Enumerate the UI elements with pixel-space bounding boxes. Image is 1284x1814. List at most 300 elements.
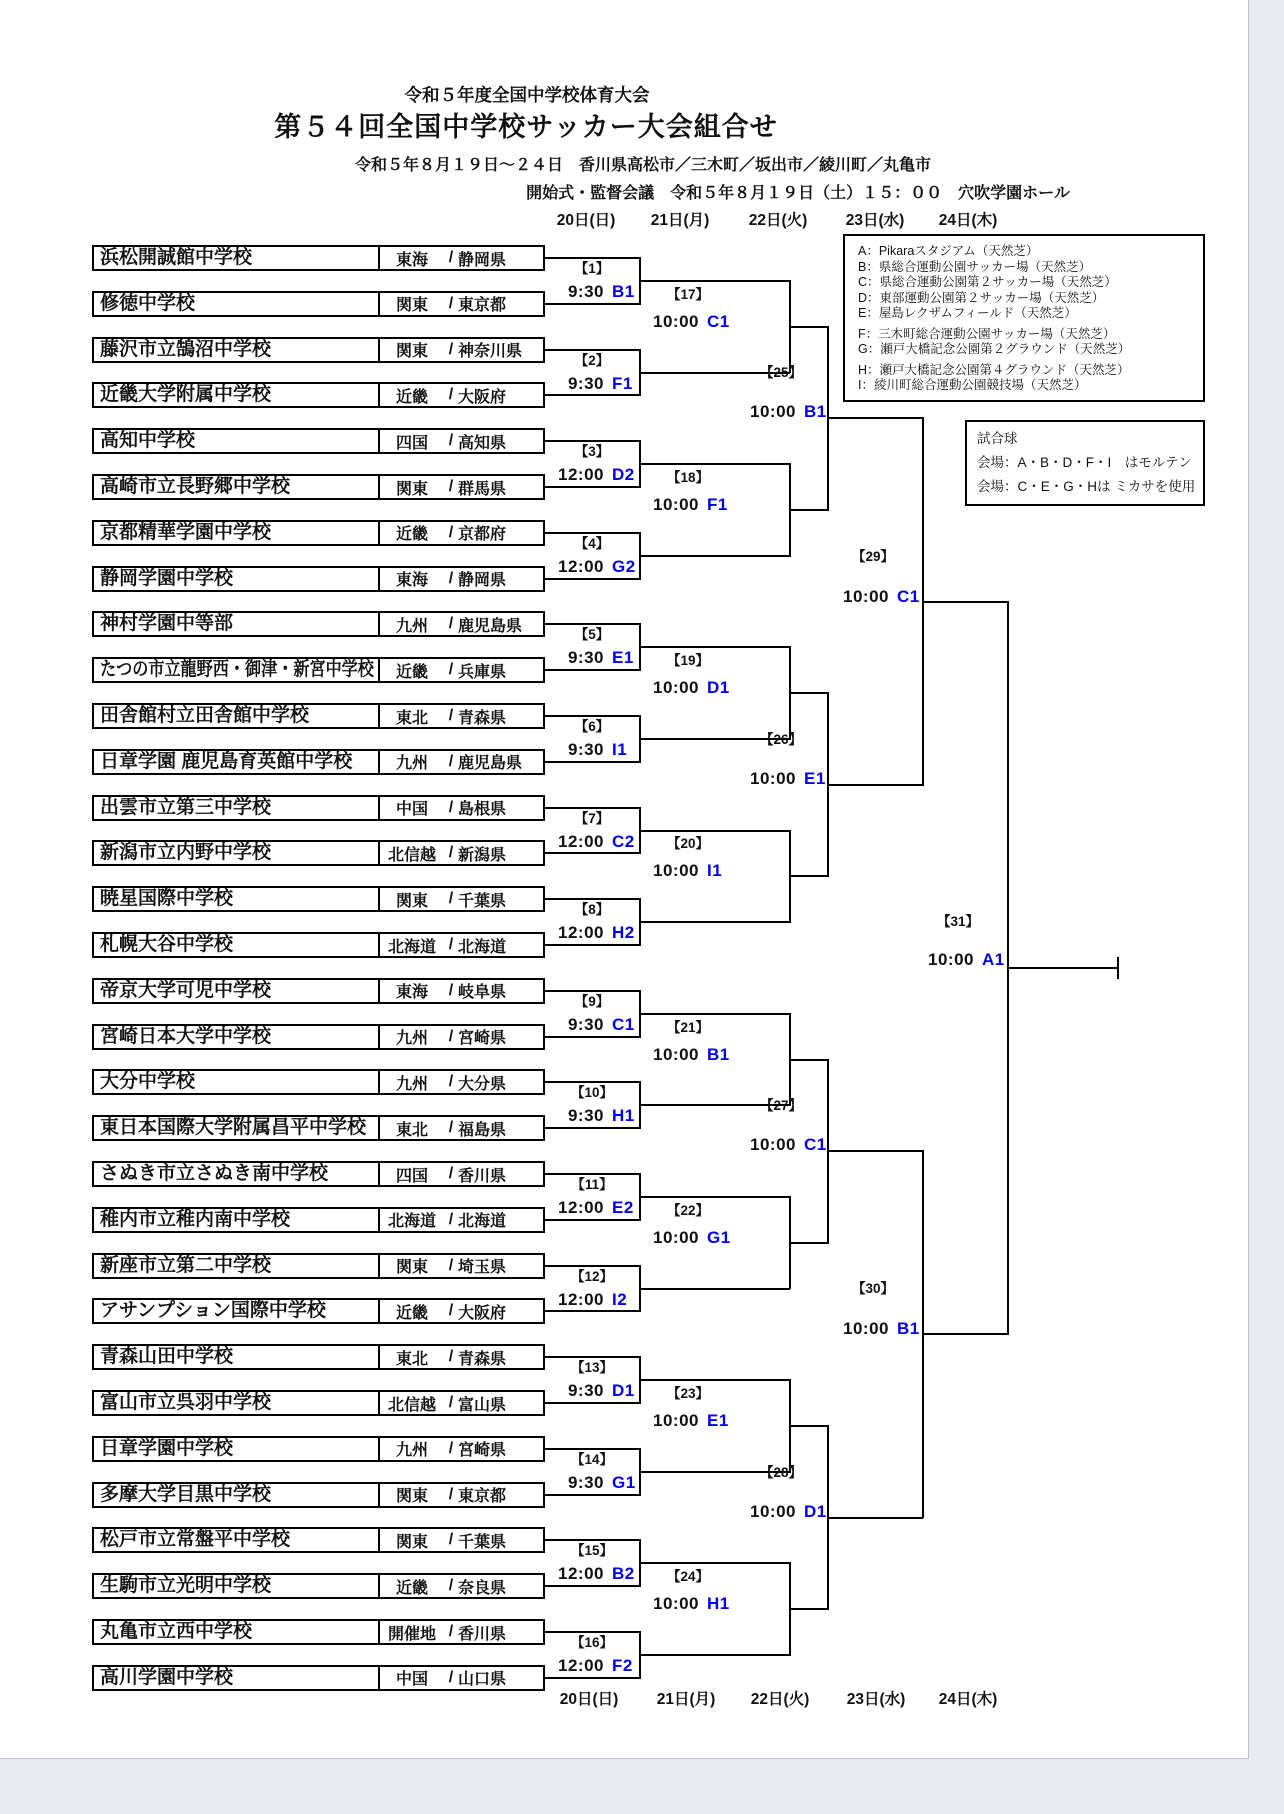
bracket-hline xyxy=(545,1585,640,1587)
bracket-hline xyxy=(790,1242,828,1244)
bracket-hline xyxy=(545,532,640,534)
bracket-hline xyxy=(545,394,640,396)
bracket-hline xyxy=(790,1059,828,1061)
team-name: 高知中学校 xyxy=(94,430,380,452)
date-column-top-4: 23日(水) xyxy=(845,212,905,229)
region-slash: / xyxy=(448,1165,454,1182)
bracket-hline xyxy=(640,830,790,832)
match-label: 【31】 xyxy=(936,914,980,929)
bracket-hline xyxy=(790,875,828,877)
match-time-row xyxy=(546,1472,636,1494)
prefecture-name: 青森県 xyxy=(458,709,507,727)
match-time: 9:30 xyxy=(567,1014,604,1034)
match-time-row xyxy=(546,1380,635,1402)
region-name: 北海道 xyxy=(387,938,436,956)
team-name: 近畿大学附属中学校 xyxy=(94,384,380,406)
match-label: 【25】 xyxy=(759,365,803,381)
match-venue: H1 xyxy=(612,1106,635,1126)
match-label: 【15】 xyxy=(570,1543,614,1559)
prefecture-name: 北海道 xyxy=(458,938,507,956)
match-label: 【12】 xyxy=(570,1268,614,1284)
team-row xyxy=(92,932,545,958)
bracket-hline xyxy=(545,944,640,946)
team-region-cell xyxy=(380,522,543,544)
region-name: 近畿 xyxy=(395,1579,428,1597)
team-name: 東日本国際大学附属昌平中学校 xyxy=(94,1117,380,1139)
prefecture-name: 東京都 xyxy=(458,1488,507,1506)
prefecture-name: 千葉県 xyxy=(458,892,507,910)
team-row xyxy=(92,1069,545,1095)
team-row xyxy=(92,703,545,729)
region-name: 九州 xyxy=(395,1030,428,1048)
bracket-hline xyxy=(640,1288,790,1290)
prefecture-name: 福島県 xyxy=(458,1121,507,1139)
match-venue: E1 xyxy=(804,768,826,788)
team-row xyxy=(92,1436,545,1462)
match-venue: I1 xyxy=(612,739,628,759)
team-name: 暁星国際中学校 xyxy=(94,888,380,910)
match-time: 9:30 xyxy=(567,373,604,393)
bracket-hline xyxy=(545,1310,640,1312)
match-label: 【16】 xyxy=(570,1634,614,1650)
team-row xyxy=(92,1665,545,1691)
match-label: 【5】 xyxy=(574,627,610,643)
team-name: 宮崎日本大学中学校 xyxy=(94,1026,380,1048)
prefecture-name: 岐阜県 xyxy=(458,984,507,1002)
bracket-hline xyxy=(545,1539,640,1541)
team-name: アサンプション国際中学校 xyxy=(94,1300,380,1322)
region-name: 九州 xyxy=(395,1442,428,1460)
region-slash: / xyxy=(448,1210,454,1228)
venue-legend-item-e: E：屋島レクザムフィールド（天然芝） xyxy=(858,306,1077,320)
match-time: 10:00 xyxy=(843,1319,889,1339)
bracket-hline xyxy=(545,349,640,351)
bracket-hline xyxy=(640,555,790,557)
team-region-cell xyxy=(380,1026,543,1048)
team-region-cell xyxy=(380,339,543,361)
venue-legend-item-b: B：県総合運動公園サッカー場（天然芝） xyxy=(858,259,1092,274)
prefecture-name: 東京都 xyxy=(458,297,507,315)
venue-legend-item-i: I：綾川町総合運動公園競技場（天然芝） xyxy=(858,378,1087,392)
match-label: 【2】 xyxy=(574,352,610,368)
region-name: 中国 xyxy=(395,1671,428,1689)
bracket-hline xyxy=(790,1608,828,1610)
region-name: 近畿 xyxy=(395,526,428,544)
match-time: 10:00 xyxy=(750,1501,796,1521)
match-label: 【17】 xyxy=(666,286,710,302)
bracket-hline xyxy=(828,1517,923,1519)
team-region-cell xyxy=(380,384,543,406)
region-slash: / xyxy=(448,1668,454,1686)
region-slash: / xyxy=(448,432,454,450)
region-slash: / xyxy=(448,1348,454,1366)
team-row xyxy=(92,1298,545,1324)
match-time: 10:00 xyxy=(653,678,699,698)
team-region-cell xyxy=(380,1300,543,1322)
match-venue: C1 xyxy=(897,586,920,606)
match-time: 10:00 xyxy=(653,1594,699,1614)
match-time: 10:00 xyxy=(653,1044,699,1064)
match-time: 12:00 xyxy=(558,1564,604,1584)
match-venue: I2 xyxy=(612,1289,628,1309)
match-time-row xyxy=(916,949,1005,971)
bracket-hline xyxy=(640,1379,790,1381)
region-name: 中国 xyxy=(395,801,428,819)
region-slash: / xyxy=(448,1073,454,1091)
prefecture-name: 群馬県 xyxy=(458,480,507,498)
match-time: 10:00 xyxy=(750,768,796,788)
region-name: 北信越 xyxy=(387,1396,436,1414)
champion-line xyxy=(1008,967,1118,969)
match-label: 【23】 xyxy=(666,1385,710,1401)
date-column-bottom-2: 21日(月) xyxy=(656,1691,716,1708)
region-slash: / xyxy=(448,340,454,358)
bracket-hline xyxy=(790,326,828,328)
match-label: 【11】 xyxy=(571,1176,613,1192)
prefecture-name: 京都府 xyxy=(458,526,507,544)
region-slash: / xyxy=(448,1439,454,1457)
bracket-hline xyxy=(828,417,923,419)
region-name: 開催地 xyxy=(387,1625,436,1643)
date-column-bottom-1: 20日(日) xyxy=(559,1691,619,1708)
region-slash: / xyxy=(448,615,454,633)
match-label: 【8】 xyxy=(574,902,610,918)
match-label: 【20】 xyxy=(666,836,710,852)
team-name: 生駒市立光明中学校 xyxy=(94,1575,380,1597)
match-venue: G2 xyxy=(612,556,636,576)
team-row xyxy=(92,978,545,1004)
ball-info-line-2: 会場：C・E・G・Hは ミカサを使用 xyxy=(977,479,1196,494)
team-row xyxy=(92,1573,545,1599)
match-time-row xyxy=(831,1318,920,1340)
team-region-cell xyxy=(380,842,543,864)
team-region-cell xyxy=(380,568,543,590)
bracket-hline xyxy=(545,1173,640,1175)
bracket-hline xyxy=(545,807,640,809)
team-row xyxy=(92,611,545,637)
team-region-cell xyxy=(380,430,543,452)
region-slash: / xyxy=(448,1119,454,1137)
match-venue: E1 xyxy=(707,1410,729,1430)
match-time: 12:00 xyxy=(558,465,604,485)
match-label: 【6】 xyxy=(574,718,610,734)
team-region-cell xyxy=(380,1667,543,1689)
match-time: 9:30 xyxy=(567,281,604,301)
match-venue: C1 xyxy=(707,311,730,331)
match-venue: H2 xyxy=(612,923,635,943)
match-time: 12:00 xyxy=(558,556,604,576)
team-row xyxy=(92,566,545,592)
team-name: 高川学園中学校 xyxy=(94,1667,380,1689)
prefecture-name: 香川県 xyxy=(458,1625,507,1643)
team-row xyxy=(92,795,545,821)
bracket-hline xyxy=(545,1219,640,1221)
team-region-cell xyxy=(380,1346,543,1368)
bracket-hline xyxy=(545,1402,640,1404)
match-time-row xyxy=(546,1563,635,1585)
region-name: 東北 xyxy=(395,1350,428,1368)
team-row xyxy=(92,337,545,363)
match-time-row xyxy=(546,281,635,303)
team-name: 多摩大学目黒中学校 xyxy=(94,1484,380,1506)
prefecture-name: 大分県 xyxy=(458,1075,507,1093)
match-label: 【18】 xyxy=(666,469,710,485)
team-row xyxy=(92,657,545,683)
bracket-hline xyxy=(545,1631,640,1633)
bracket-hline xyxy=(545,761,640,763)
team-row xyxy=(92,1024,545,1050)
region-slash: / xyxy=(448,798,454,816)
bracket-hline xyxy=(545,852,640,854)
prefecture-name: 神奈川県 xyxy=(458,343,523,361)
match-time: 10:00 xyxy=(843,586,889,606)
match-venue: E1 xyxy=(612,648,634,668)
region-slash: / xyxy=(448,1256,454,1274)
team-name: 富山市立呉羽中学校 xyxy=(94,1392,380,1414)
team-row xyxy=(92,886,545,912)
team-name: 浜松開誠館中学校 xyxy=(94,247,380,269)
team-region-cell xyxy=(380,1484,543,1506)
prefecture-name: 高知県 xyxy=(458,434,507,452)
team-row xyxy=(92,1619,545,1645)
match-time-row xyxy=(546,1105,635,1127)
match-label: 【10】 xyxy=(570,1085,614,1101)
team-region-cell xyxy=(380,888,543,910)
team-row xyxy=(92,520,545,546)
region-slash: / xyxy=(448,569,454,587)
bracket-hline xyxy=(545,898,640,900)
region-name: 関東 xyxy=(395,1259,428,1277)
region-slash: / xyxy=(448,523,454,541)
team-row xyxy=(92,1253,545,1279)
match-label: 【13】 xyxy=(570,1360,614,1376)
prefecture-name: 宮崎県 xyxy=(458,1030,507,1048)
region-slash: / xyxy=(448,1531,454,1549)
match-time: 10:00 xyxy=(653,1410,699,1430)
bracket-hline xyxy=(545,990,640,992)
team-name: 日章学園中学校 xyxy=(94,1438,380,1460)
date-column-top-5: 24日(木) xyxy=(938,212,998,229)
match-time-row xyxy=(641,1593,730,1615)
team-name: 静岡学園中学校 xyxy=(94,568,380,590)
team-region-cell xyxy=(380,1438,543,1460)
prefecture-name: 鹿児島県 xyxy=(458,755,523,773)
region-slash: / xyxy=(448,936,454,953)
match-time: 12:00 xyxy=(558,1289,604,1309)
region-name: 関東 xyxy=(395,892,428,910)
team-name: 神村学園中等部 xyxy=(94,613,380,635)
team-region-cell xyxy=(380,980,543,1002)
prefecture-name: 千葉県 xyxy=(458,1533,507,1551)
match-venue: F1 xyxy=(707,494,728,514)
region-name: 九州 xyxy=(395,617,428,635)
region-slash: / xyxy=(448,1623,454,1640)
team-region-cell xyxy=(380,1575,543,1597)
match-time: 10:00 xyxy=(653,494,699,514)
prefecture-name: 兵庫県 xyxy=(458,663,507,681)
team-row xyxy=(92,1390,545,1416)
team-name: 松戸市立常盤平中学校 xyxy=(94,1529,380,1551)
bracket-hline xyxy=(640,463,790,465)
region-name: 北信越 xyxy=(387,846,436,864)
region-slash: / xyxy=(448,294,454,312)
match-time-row xyxy=(641,311,730,333)
bracket-hline xyxy=(640,1013,790,1015)
match-time-row xyxy=(641,1410,729,1432)
venue-legend-box xyxy=(843,234,1205,402)
match-venue: F2 xyxy=(612,1655,633,1675)
match-label: 【24】 xyxy=(666,1569,710,1585)
match-venue: A1 xyxy=(982,950,1005,969)
bracket-hline xyxy=(640,1654,790,1656)
venue-legend-item-g: G：瀬戸大橋記念公園第２グラウンド（天然芝） xyxy=(858,342,1131,356)
header-event-name: 令和５年度全国中学校体育大会 xyxy=(404,85,650,105)
region-name: 東北 xyxy=(395,1121,428,1139)
team-name: 京都精華学園中学校 xyxy=(94,522,380,544)
match-time-row xyxy=(641,1044,730,1066)
match-label: 【28】 xyxy=(759,1464,803,1480)
match-time-row xyxy=(546,831,635,853)
match-time-row xyxy=(641,860,722,882)
bracket-hline xyxy=(790,692,828,694)
venue-legend-item-c: C：県総合運動公園第２サッカー場（天然芝） xyxy=(858,275,1117,289)
match-venue: B2 xyxy=(612,1564,635,1584)
match-time: 10:00 xyxy=(653,311,699,331)
team-row xyxy=(92,1161,545,1187)
team-name: 青森山田中学校 xyxy=(94,1346,380,1368)
venue-legend-item-a: A：Pikaraスタジアム（天然芝） xyxy=(858,244,1039,258)
bracket-hline xyxy=(545,1494,640,1496)
match-label: 【14】 xyxy=(570,1451,614,1467)
match-time: 10:00 xyxy=(653,861,699,881)
team-name: 札幌大谷中学校 xyxy=(94,934,380,956)
region-slash: / xyxy=(448,890,454,908)
region-name: 近畿 xyxy=(395,388,428,406)
team-name: 田舎館村立田舎館中学校 xyxy=(94,705,380,727)
match-time: 10:00 xyxy=(750,402,796,422)
team-name: 日章学園 鹿児島育英館中学校 xyxy=(94,751,380,773)
region-name: 九州 xyxy=(395,1075,428,1093)
team-name: 稚内市立稚内南中学校 xyxy=(94,1209,380,1231)
region-slash: / xyxy=(448,1394,454,1411)
region-slash: / xyxy=(448,844,454,862)
team-name: さぬき市立さぬき南中学校 xyxy=(94,1163,380,1185)
match-label: 【9】 xyxy=(574,993,610,1009)
team-row xyxy=(92,1527,545,1553)
match-time: 12:00 xyxy=(558,1197,604,1217)
team-region-cell xyxy=(380,659,543,681)
region-slash: / xyxy=(448,1485,454,1503)
region-name: 近畿 xyxy=(395,663,428,681)
match-time-row xyxy=(546,1655,633,1677)
bracket-hline xyxy=(545,1081,640,1083)
match-venue: B1 xyxy=(612,281,635,301)
header-date-location: 令和５年８月１９日～２４日 香川県高松市／三木町／坂出市／綾川町／丸亀市 xyxy=(354,157,931,174)
match-time: 9:30 xyxy=(567,1106,604,1126)
match-time-row xyxy=(546,739,627,761)
region-name: 東海 xyxy=(395,251,428,269)
bracket-hline xyxy=(640,1562,790,1564)
team-row xyxy=(92,291,545,317)
bracket-hline xyxy=(828,1150,923,1152)
prefecture-name: 香川県 xyxy=(458,1167,507,1185)
region-name: 東海 xyxy=(395,572,428,590)
bracket-hline xyxy=(790,509,828,511)
team-row xyxy=(92,1207,545,1233)
match-venue: D1 xyxy=(612,1381,635,1401)
ball-info-line-1: 会場：A・B・D・F・I はモルテン xyxy=(977,455,1192,470)
team-name: 大分中学校 xyxy=(94,1071,380,1093)
region-name: 北海道 xyxy=(387,1213,436,1231)
prefecture-name: 宮崎県 xyxy=(458,1442,507,1460)
bracket-hline xyxy=(545,303,640,305)
match-venue: C2 xyxy=(612,831,635,851)
region-name: 九州 xyxy=(395,755,428,773)
match-venue: D2 xyxy=(612,465,635,485)
prefecture-name: 島根県 xyxy=(458,801,507,819)
team-region-cell xyxy=(380,705,543,727)
match-time: 9:30 xyxy=(567,1381,604,1401)
match-time-row xyxy=(641,494,728,516)
match-time-row xyxy=(738,401,827,423)
match-time-row xyxy=(641,677,730,699)
match-time-row xyxy=(546,373,633,395)
match-time-row xyxy=(546,464,635,486)
bracket-hline xyxy=(545,1265,640,1267)
region-slash: / xyxy=(448,1302,454,1320)
bracket-hline xyxy=(545,1448,640,1450)
venue-legend-item-h: H：瀬戸大橋記念公園第４グラウンド（天然芝） xyxy=(858,362,1130,377)
team-region-cell xyxy=(380,1529,543,1551)
team-region-cell xyxy=(380,293,543,315)
bracket-hline xyxy=(545,1127,640,1129)
region-slash: / xyxy=(448,981,454,999)
match-time-row xyxy=(546,1289,627,1311)
team-row xyxy=(92,840,545,866)
team-region-cell xyxy=(380,1255,543,1277)
region-name: 関東 xyxy=(395,1488,428,1506)
date-column-bottom-4: 23日(水) xyxy=(846,1691,906,1708)
bracket-hline xyxy=(545,1356,640,1358)
match-venue: I1 xyxy=(707,861,723,881)
team-row xyxy=(92,1482,545,1508)
team-name: 高崎市立長野郷中学校 xyxy=(94,476,380,498)
match-venue: C1 xyxy=(804,1135,827,1155)
match-time-row xyxy=(738,768,826,790)
prefecture-name: 鹿児島県 xyxy=(458,617,523,635)
region-name: 四国 xyxy=(395,1167,428,1185)
region-slash: / xyxy=(448,752,454,770)
bracket-hline xyxy=(545,1677,640,1679)
match-venue: F1 xyxy=(612,373,633,393)
bracket-hline xyxy=(545,578,640,580)
match-time: 12:00 xyxy=(558,923,604,943)
team-row xyxy=(92,382,545,408)
prefecture-name: 静岡県 xyxy=(458,251,507,269)
match-time-row xyxy=(738,1134,827,1156)
prefecture-name: 静岡県 xyxy=(458,572,507,590)
match-time-row xyxy=(641,1227,731,1249)
match-time-row xyxy=(738,1501,827,1523)
match-time-row xyxy=(546,647,634,669)
team-name: 藤沢市立鵠沼中学校 xyxy=(94,339,380,361)
bracket-hline xyxy=(923,601,1008,603)
match-label: 【3】 xyxy=(574,444,610,460)
match-label: 【21】 xyxy=(666,1019,710,1035)
region-slash: / xyxy=(448,249,454,266)
match-label: 【30】 xyxy=(851,1281,895,1297)
match-time-row xyxy=(546,922,635,944)
